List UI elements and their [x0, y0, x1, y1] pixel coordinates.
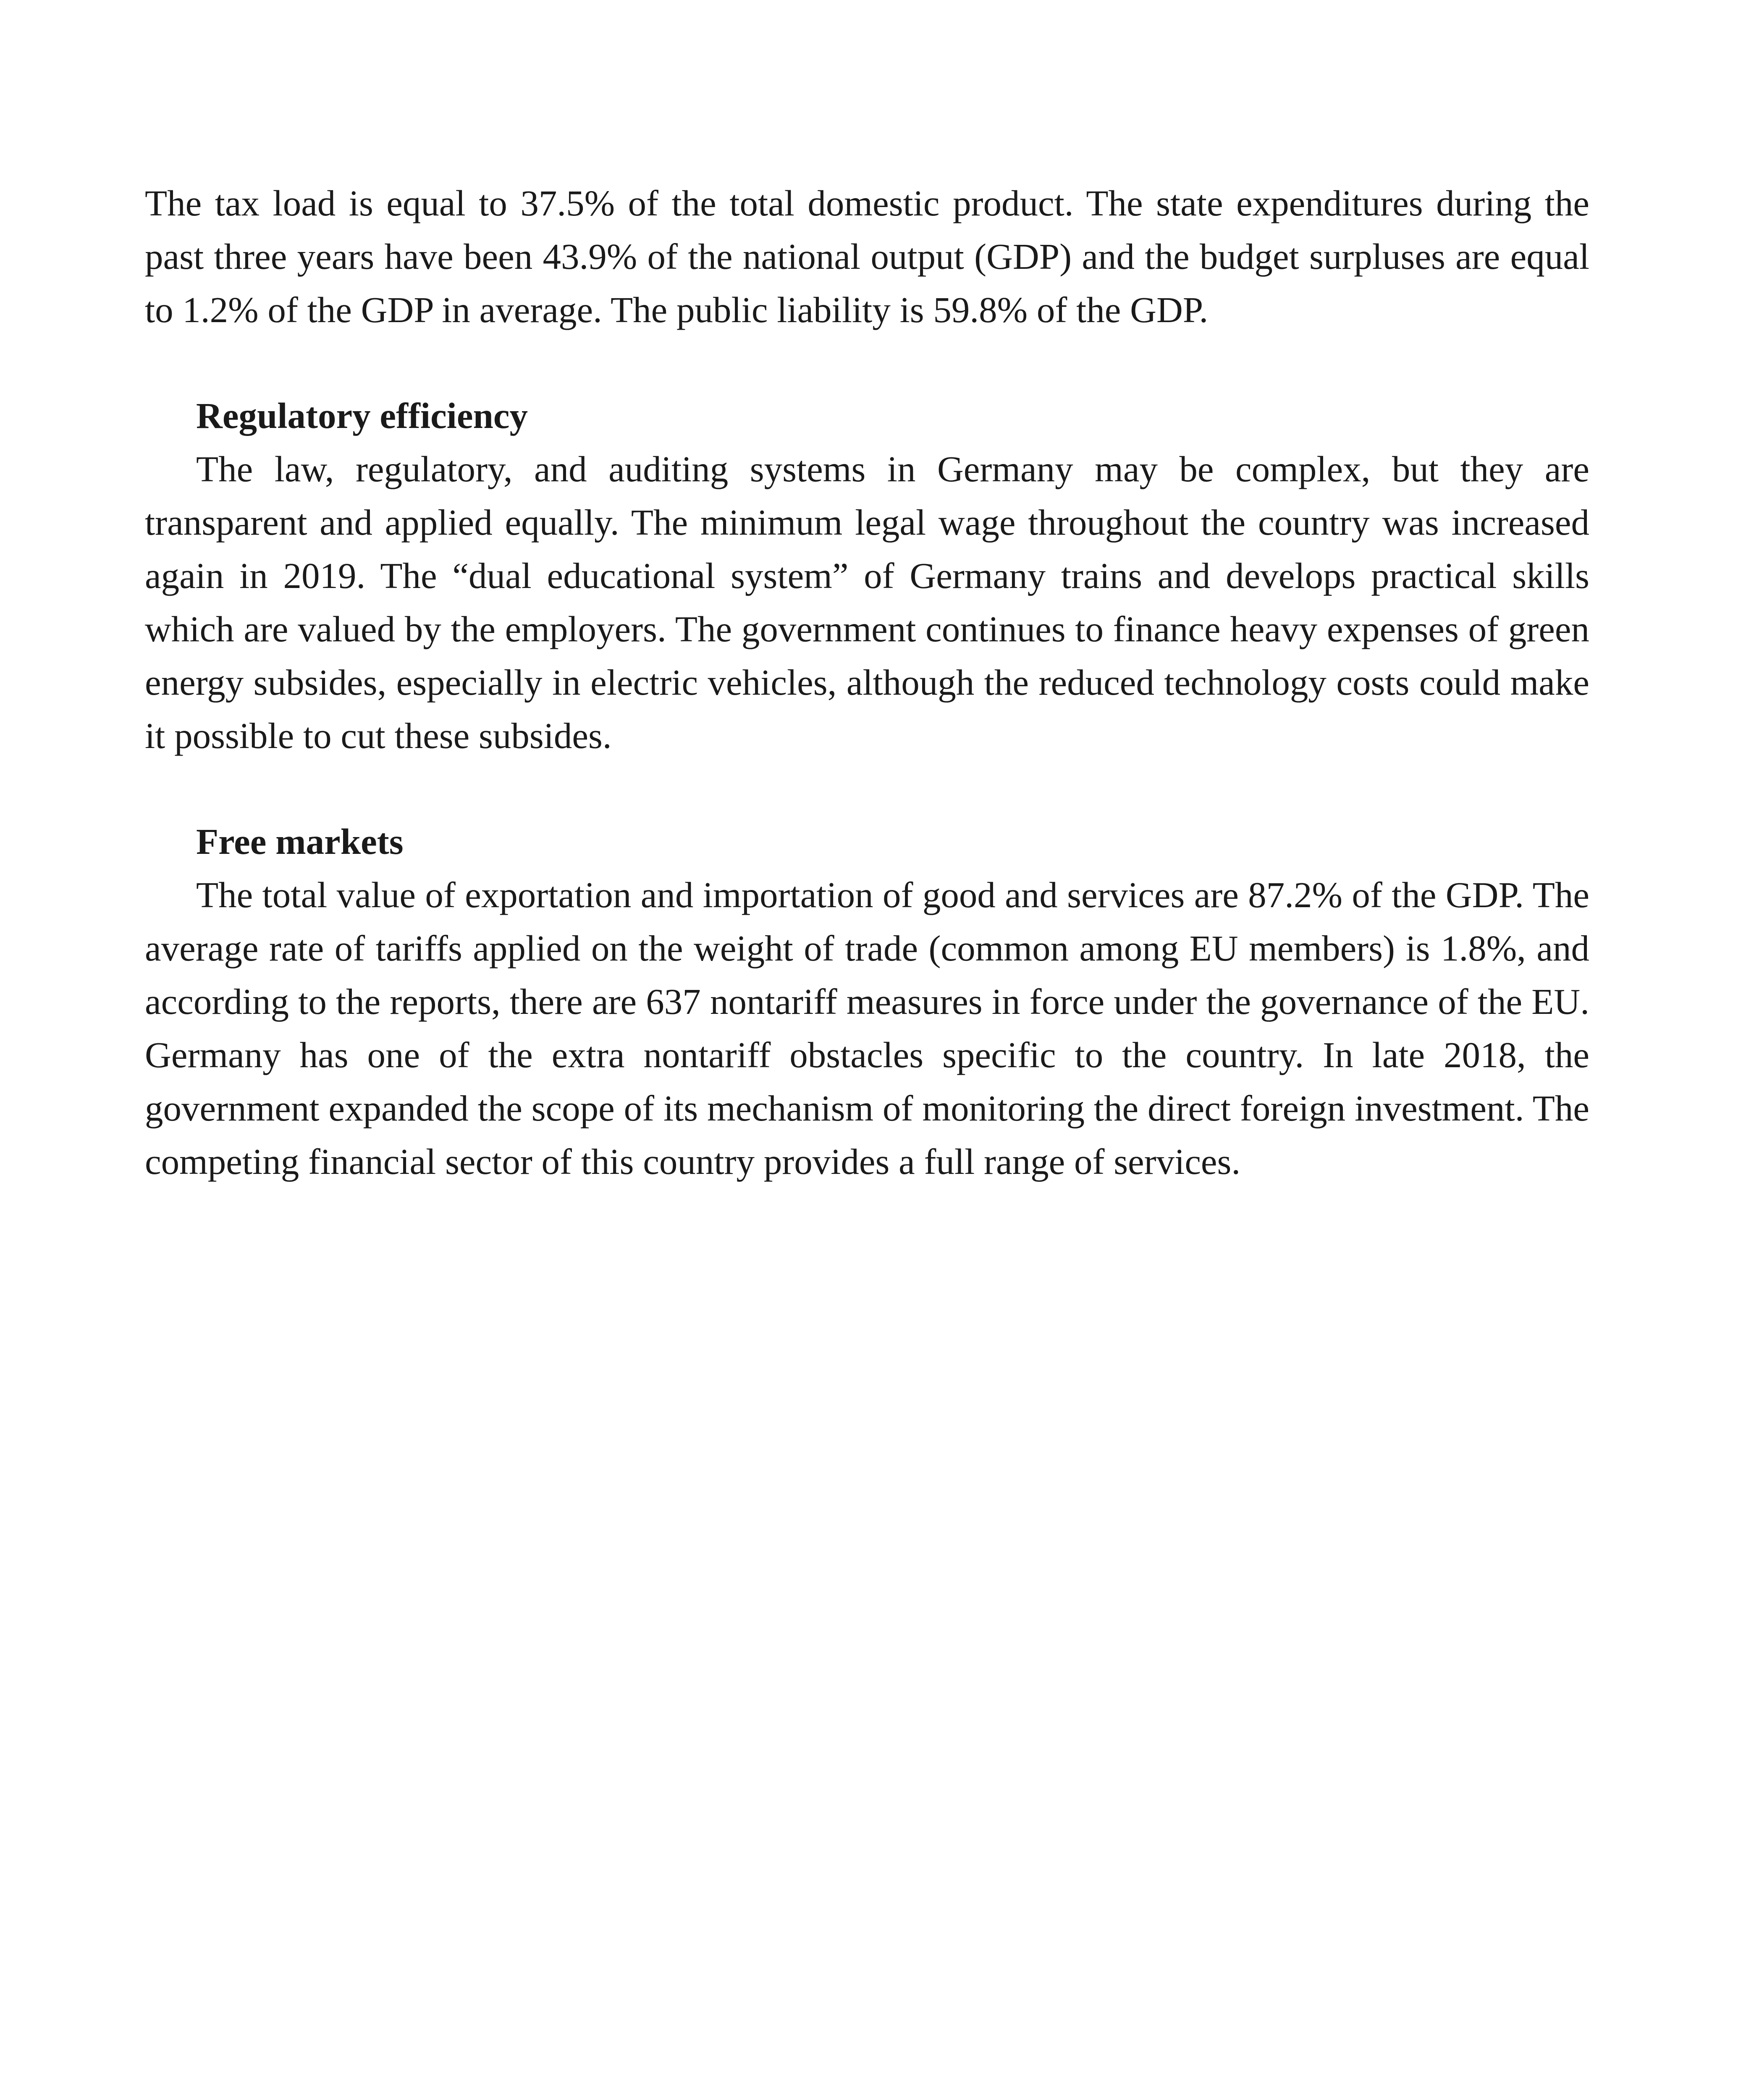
section-regulatory-efficiency: [145, 389, 1589, 762]
section-heading: Regulatory efficiency: [196, 395, 528, 436]
section-paragraph: The law, regulatory, and auditing systems in Germany may be complex, but they are transparent and applied equally. The minimum legal wage throughout the country was increased again in 2019. The “dual educational system” of Germany trains and develops practical skills which are valued by the employers. The government continues to finance heavy expenses of green energy subsides, especially in electric vehicles, although the reduced technology costs could make it possible to cut these subsides.: [145, 449, 1589, 756]
document-body: [145, 176, 1589, 1188]
section-paragraph: The total value of exportation and importation of good and services are 87.2% of the GDP. The average rate of tariffs applied on the weight of trade (common among EU members) is 1.8%, and according to the reports, there are 637 nontariff measures in force under the governance of the EU. Germany has one of the extra nontariff obstacles specific to the country. In late 2018, the government expanded the scope of its mechanism of monitoring the direct foreign investment. The competing financial sector of this country provides a full range of services.: [145, 874, 1589, 1182]
intro-paragraph: The tax load is equal to 37.5% of the total domestic product. The state expenditures during the past three years have been 43.9% of the national output (GDP) and the budget surpluses are equal to 1.2% of the GDP in average. The public liability is 59.8% of the GDP.: [145, 183, 1589, 330]
section-spacer: [145, 336, 1589, 389]
section-heading: Free markets: [196, 821, 404, 862]
section-spacer: [145, 762, 1589, 815]
section-free-markets: [145, 815, 1589, 1188]
